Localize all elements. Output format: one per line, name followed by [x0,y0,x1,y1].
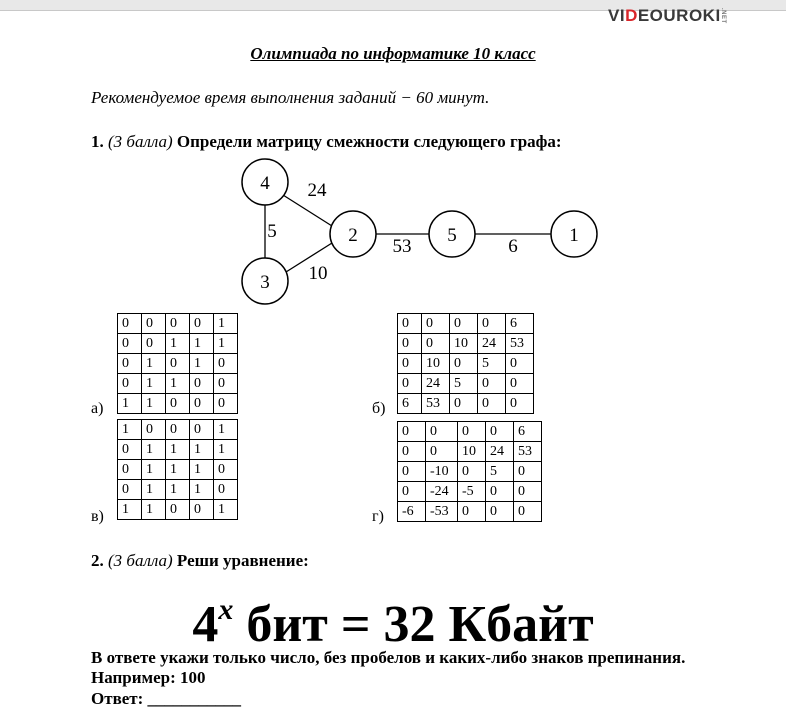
node-label: 2 [348,225,358,246]
matrix-row [118,440,238,460]
instructions-text: В ответе укажи только число, без пробелов и каких-либо знаков препинания. [91,648,686,667]
matrix-cell: 1 [166,480,190,500]
node-label: 3 [260,272,270,293]
matrix-cell: -10 [426,462,458,482]
matrix-cell: 0 [190,394,214,414]
task-1-text: Определи матрицу смежности следующего графа: [176,132,562,151]
node-label: 4 [260,173,270,194]
matrix-cell: 6 [506,314,534,334]
matrix-cell: 1 [142,500,166,520]
matrix-cell: 1 [142,374,166,394]
graph-diagram [0,0,786,320]
matrix-cell: 0 [458,462,486,482]
task-1-number: 1. [91,132,104,151]
matrix-cell: 0 [514,482,542,502]
matrix-cell: 0 [214,480,238,500]
matrix-row [118,500,238,520]
matrix-row [398,442,542,462]
matrix-cell: 53 [422,394,450,414]
matrix-row [398,422,542,442]
matrix-cell: 1 [214,314,238,334]
answer-field[interactable]: Ответ: ___________ [91,689,242,708]
matrix-cell: 1 [214,500,238,520]
option-v-label: в) [91,508,104,525]
matrix-cell: 24 [486,442,514,462]
matrix-cell: 1 [214,420,238,440]
matrix-cell: 53 [506,334,534,354]
edge-weight-label: 24 [307,180,327,201]
matrix-cell: 24 [422,374,450,394]
matrix-cell: -24 [426,482,458,502]
matrix-cell: 0 [118,334,142,354]
matrix-cell: 0 [514,502,542,522]
equation-rest: бит = 32 Кбайт [233,596,594,653]
equation-exponent: x [218,593,234,626]
logo-part-2: D [625,6,638,25]
matrix-cell: 0 [458,502,486,522]
recommended-time: Рекомендуемое время выполнения заданий − 60 минут. [91,88,490,107]
matrix-cell: 0 [166,314,190,334]
matrix-cell: 0 [214,394,238,414]
edge-weight-label: 6 [508,236,518,257]
matrix-row [118,374,238,394]
matrix-cell: 0 [142,334,166,354]
matrix-option-a [117,313,238,414]
matrix-row [398,354,534,374]
matrix-cell: 0 [190,314,214,334]
matrix-row [398,462,542,482]
matrix-row [398,314,534,334]
matrix-cell: 0 [486,422,514,442]
matrix-cell: 0 [166,354,190,374]
logo-tld: .NET [720,8,726,24]
matrix-cell: -5 [458,482,486,502]
matrix-row [118,460,238,480]
matrix-cell: 0 [214,354,238,374]
task-2-text: Реши уравнение: [176,551,309,570]
task-1-points: (3 балла) [108,132,173,151]
matrix-cell: 1 [142,460,166,480]
matrix-cell: 0 [478,374,506,394]
matrix-cell: 0 [398,482,426,502]
matrix-cell: 1 [142,440,166,460]
matrix-cell: 0 [190,420,214,440]
matrix-cell: 1 [118,420,142,440]
matrix-cell: 0 [398,354,422,374]
matrix-cell: 1 [166,460,190,480]
matrix-cell: 10 [422,354,450,374]
matrix-cell: 0 [214,460,238,480]
matrix-cell: 0 [118,460,142,480]
matrix-cell: 10 [458,442,486,462]
matrix-cell: 0 [450,314,478,334]
matrix-cell: 1 [190,480,214,500]
matrix-cell: -6 [398,502,426,522]
task-2-heading [91,551,309,571]
matrix-row [118,394,238,414]
matrix-cell: 5 [450,374,478,394]
matrix-cell: 0 [166,500,190,520]
matrix-cell: 1 [166,334,190,354]
equation-base: 4 [192,596,219,653]
matrix-cell: 1 [190,354,214,374]
matrix-cell: 5 [478,354,506,374]
matrix-cell: 0 [506,354,534,374]
matrix-row [398,394,534,414]
matrix-cell: 0 [486,482,514,502]
matrix-cell: 1 [166,440,190,460]
edge-weight-label: 53 [392,236,412,257]
matrix-cell: 0 [506,374,534,394]
option-g-label: г) [372,508,384,525]
logo-part-1: VI [608,6,626,25]
matrix-cell: 0 [166,420,190,440]
matrix-cell: 0 [398,334,422,354]
matrix-cell: 1 [118,394,142,414]
matrix-cell: 0 [506,394,534,414]
matrix-cell: 0 [398,374,422,394]
matrix-cell: 0 [142,420,166,440]
matrix-cell: 53 [514,442,542,462]
option-a-label: а) [91,400,104,417]
matrix-cell: 0 [118,480,142,500]
matrix-cell: 1 [142,394,166,414]
matrix-cell: 0 [214,374,238,394]
matrix-cell: 0 [190,500,214,520]
matrix-cell: 6 [398,394,422,414]
edge-weight-label: 10 [308,263,328,284]
matrix-row [398,374,534,394]
matrix-cell: 0 [486,502,514,522]
matrix-option-g [397,421,542,522]
matrix-cell: 1 [118,500,142,520]
matrix-cell: 1 [190,440,214,460]
matrix-cell: 0 [398,442,426,462]
matrix-row [118,480,238,500]
matrix-cell: 5 [486,462,514,482]
task-2-number: 2. [91,551,104,570]
matrix-cell: 0 [398,422,426,442]
matrix-cell: 0 [118,354,142,374]
matrix-cell: 10 [450,334,478,354]
equation [0,580,786,655]
matrix-cell: 1 [190,460,214,480]
matrix-row [118,334,238,354]
page-title: Олимпиада по информатике 10 класс [250,44,536,63]
example-text: Например: 100 [91,668,206,687]
matrix-cell: 0 [478,394,506,414]
matrix-row [118,354,238,374]
matrix-cell: 1 [166,374,190,394]
matrix-row [118,314,238,334]
matrix-cell: 0 [426,442,458,462]
matrix-cell: 0 [142,314,166,334]
matrix-cell: 0 [398,462,426,482]
matrix-cell: 24 [478,334,506,354]
matrix-cell: 0 [118,374,142,394]
matrix-cell: 1 [142,354,166,374]
matrix-cell: 1 [214,440,238,460]
node-label: 5 [447,225,457,246]
matrix-cell: 0 [190,374,214,394]
matrix-row [398,502,542,522]
option-b-label: б) [372,400,386,417]
matrix-cell: 0 [118,440,142,460]
matrix-cell: 1 [190,334,214,354]
matrix-cell: 0 [422,334,450,354]
matrix-cell: 0 [166,394,190,414]
matrix-option-v [117,419,238,520]
matrix-cell: 1 [214,334,238,354]
matrix-cell: 6 [514,422,542,442]
matrix-row [118,420,238,440]
matrix-cell: 0 [118,314,142,334]
matrix-option-b [397,313,534,414]
matrix-row [398,334,534,354]
matrix-row [398,482,542,502]
matrix-cell: 0 [450,394,478,414]
matrix-cell: 0 [426,422,458,442]
logo-part-3: EOUROKI [637,6,721,25]
matrix-cell: -53 [426,502,458,522]
matrix-cell: 0 [422,314,450,334]
matrix-cell: 0 [514,462,542,482]
matrix-cell: 0 [478,314,506,334]
matrix-cell: 0 [398,314,422,334]
matrix-cell: 0 [450,354,478,374]
task-2-points: (3 балла) [108,551,173,570]
matrix-cell: 1 [142,480,166,500]
node-label: 1 [569,225,579,246]
edge-weight-label: 5 [267,221,277,242]
matrix-cell: 0 [458,422,486,442]
